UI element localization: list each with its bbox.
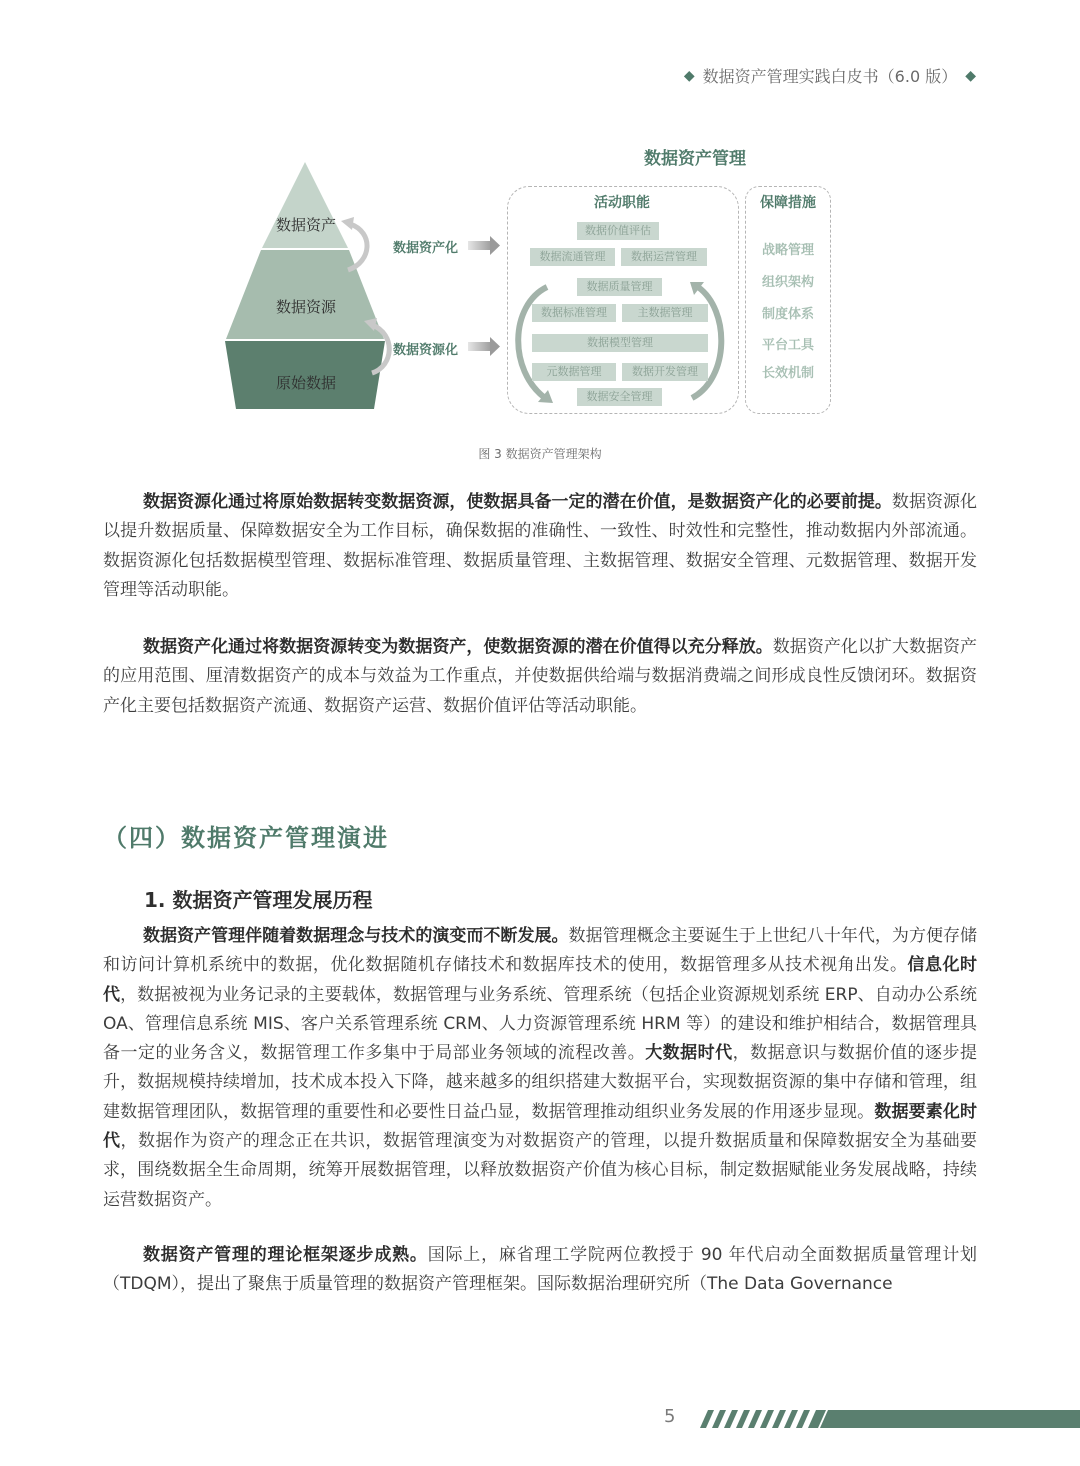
paragraph-text: ，数据被视为业务记录的主要载体，数据管理与业务系统、管理系统（包括企业资源规划系统 ERP、自动办公系统 OA、管理信息系统 MIS、客户关系管理系统 CRM、人力资源管理系统 HRM 等）的建设和维护相结合，数据管理具备一定的业务含义，数据管理工作多集中于局部业务领域的流程改善。 — [103, 984, 977, 1064]
activity-model: 数据模型管理 — [532, 334, 708, 352]
arrow-right-icon — [468, 342, 492, 351]
guarantees-title: 保障措施 — [760, 195, 816, 211]
activity-standard: 数据标准管理 — [532, 304, 616, 322]
paragraph-text: ，数据意识与数据价值的逐步提升，数据规模持续增加，技术成本投入下降，越来越多的组织搭建大数据平台，实现数据资源的集中存储和管理，组建数据管理团队，数据管理的重要性和必要性日益凸显，数据管理推动组织业务发展的作用逐步显现。 — [103, 1043, 978, 1122]
figure-title: 数据资产管理 — [644, 149, 746, 169]
page-number: 5 — [664, 1406, 676, 1427]
paragraph-lead: 数据资产管理的理论框架逐步成熟。 — [143, 1245, 428, 1265]
paragraph-lead: 数据资源化通过将原始数据转变数据资源，使数据具备一定的潜在价值，是数据资产化的必要前提。 — [143, 492, 892, 512]
paragraph-resourcization — [103, 488, 977, 605]
paragraph-framework — [103, 1241, 977, 1300]
running-header-title: 数据资产管理实践白皮书（6.0 版） — [702, 67, 958, 86]
activity-security: 数据安全管理 — [577, 388, 662, 406]
activity-quality: 数据质量管理 — [577, 278, 662, 296]
paragraph-text: 国际上，麻省理工学院两位教授于 90 年代启动全面数据质量管理计划（TDQM），提出了聚焦于质量管理的数据资产管理框架。国际数据治理研究所（The Data Governance — [103, 1245, 977, 1295]
guarantee-mechanism: 长效机制 — [761, 366, 814, 381]
paragraph-history — [103, 922, 977, 1215]
paragraph-text: 数据资产化以扩大数据资产的应用范围、厘清数据资产的成本与效益为工作重点，并使数据供给端与数据消费端之间形成良性反馈闭环。数据资产化主要包括数据资产流通、数据资产运营、数据价值评估等活动职能。 — [103, 637, 978, 716]
era-data-factor: 数据要素化时代 — [103, 1101, 978, 1152]
paragraph-text: 数据资源化以提升数据质量、保障数据安全为工作目标，确保数据的准确性、一致性、时效性和完整性，推动数据内外部流通。数据资源化包括数据模型管理、数据标准管理、数据质量管理、主数据管理、数据安全管理、元数据管理、数据开发管理等活动职能。 — [103, 492, 978, 600]
guarantee-platform: 平台工具 — [761, 338, 814, 353]
paragraph-text: 数据管理概念主要诞生于上世纪八十年代，为方便存储和访问计算机系统中的数据，优化数据随机存储技术和数据库技术的使用，数据管理多从技术视角出发。 — [103, 926, 978, 976]
subsection-heading: 1. 数据资产管理发展历程 — [144, 888, 373, 912]
paragraph-lead: 数据资产化通过将数据资源转变为数据资产，使数据资源的潜在价值得以充分释放。 — [143, 637, 773, 657]
pyramid-top — [262, 162, 348, 248]
diamond-icon: ◆ — [965, 67, 976, 84]
figure-caption: 图 3 数据资产管理架构 — [478, 447, 602, 461]
activities-title: 活动职能 — [594, 195, 650, 211]
section-heading: （四）数据资产管理演进 — [103, 824, 389, 852]
activity-operation: 数据运营管理 — [621, 248, 707, 266]
guarantee-system: 制度体系 — [761, 307, 814, 322]
stage-label-resourcization: 数据资源化 — [393, 343, 459, 358]
paragraph-assetization — [103, 633, 977, 721]
stage-label-assetization: 数据资产化 — [393, 241, 459, 256]
era-big-data: 大数据时代 — [645, 1043, 733, 1064]
activity-value-assessment: 数据价值评估 — [577, 222, 659, 240]
pyramid-label-raw: 原始数据 — [275, 374, 336, 392]
activity-metadata: 元数据管理 — [532, 363, 616, 381]
paragraph-lead: 数据资产管理伴随着数据理念与技术的演变而不断发展。 — [143, 926, 569, 946]
guarantee-organization: 组织架构 — [761, 275, 814, 290]
arrow-right-icon — [468, 241, 492, 250]
guarantee-strategy: 战略管理 — [761, 243, 814, 258]
activity-development: 数据开发管理 — [622, 363, 708, 381]
figure-data-asset-architecture — [0, 0, 1080, 470]
activity-master-data: 主数据管理 — [622, 304, 708, 322]
paragraph-text: ，数据作为资产的理念正在共识，数据管理演变为对数据资产的管理，以提升数据质量和保障数据安全为基础要求，围绕数据全生命周期，统筹开展数据管理，以释放数据资产价值为核心目标，制定数据赋能业务发展战略，持续运营数据资产。 — [103, 1131, 978, 1210]
diamond-icon: ◆ — [683, 67, 695, 84]
footer-stripe-bar — [700, 1410, 1080, 1428]
pyramid-label-resource: 数据资源 — [275, 298, 336, 316]
activity-circulation: 数据流通管理 — [530, 248, 615, 266]
era-informatization: 信息化时代 — [103, 955, 978, 1005]
pyramid-label-asset: 数据资产 — [275, 216, 336, 234]
